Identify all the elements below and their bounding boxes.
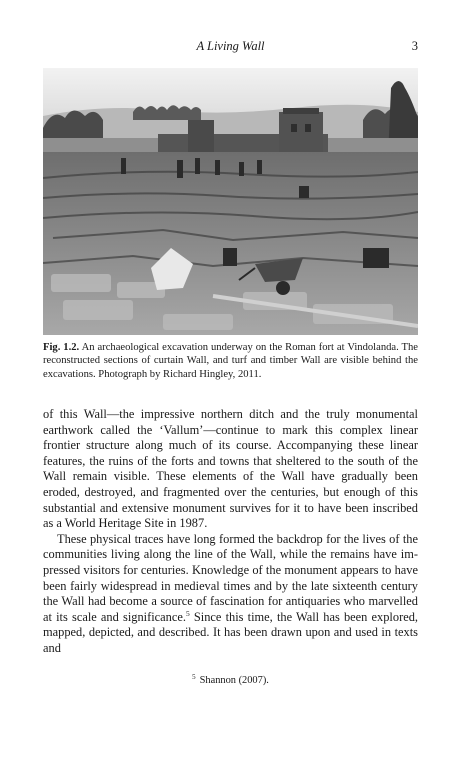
running-title: A Living Wall xyxy=(196,39,265,53)
figure-label: Fig. 1.2. xyxy=(43,342,80,353)
paragraph-2-part-a: These physical traces have long formed the backdrop for the lives of the communities living along the line of the Wall, while the remains have impressed visitors for centuries. Knowledge of the monument appears to have been fairly widespread in medieval times and by the late sixteenth century the Wall had become a source of fascination for antiquaries who marvelled at its scale and significance. xyxy=(43,531,418,624)
tower-window xyxy=(291,124,297,132)
paragraph-2 xyxy=(43,532,418,657)
excavation-photograph xyxy=(43,68,418,335)
footnote-reference[interactable]: 5 xyxy=(185,608,190,618)
paragraph-1: of this Wall—the impressive northern ditch and the truly monumental earthwork called the ‘Vallum’—continue to mark this complex linear frontier structure along much of its course. Accompanying these linear features, the ruins of the forts and towns that sheltered to the south of the Wall remain visible. These elements of the Wall have gradually been eroded, destroyed, and fragmented over the centuries, but enough of this substantial and extensive monument survives for it to have been inscribed as a World Heritage Site in 1987. xyxy=(43,407,418,531)
caption-text: An archaeological excavation underway on the Roman fort at Vindolanda. The reconstructed sections of curtain Wall, and turf and timber Wall are visible behind the excavations. Photograph by Richard Hingley, 2011. xyxy=(43,342,418,380)
footnote xyxy=(43,674,418,687)
body-text xyxy=(43,407,418,657)
running-head xyxy=(43,38,418,54)
tower-right-top xyxy=(283,108,319,114)
page-number: 3 xyxy=(411,39,418,53)
tower-window xyxy=(305,124,311,132)
photo-illustration xyxy=(43,68,418,335)
footnote-text: Shannon (2007). xyxy=(199,675,269,686)
figure-caption xyxy=(43,341,418,381)
tower-left xyxy=(188,120,214,152)
tower-right xyxy=(279,112,323,152)
paragraph-2-part-b: Since this time, the Wall has been explored, mapped, depicted, and described. It has been drawn upon and used in texts and xyxy=(43,609,418,655)
footnote-number: 5 xyxy=(192,673,196,681)
